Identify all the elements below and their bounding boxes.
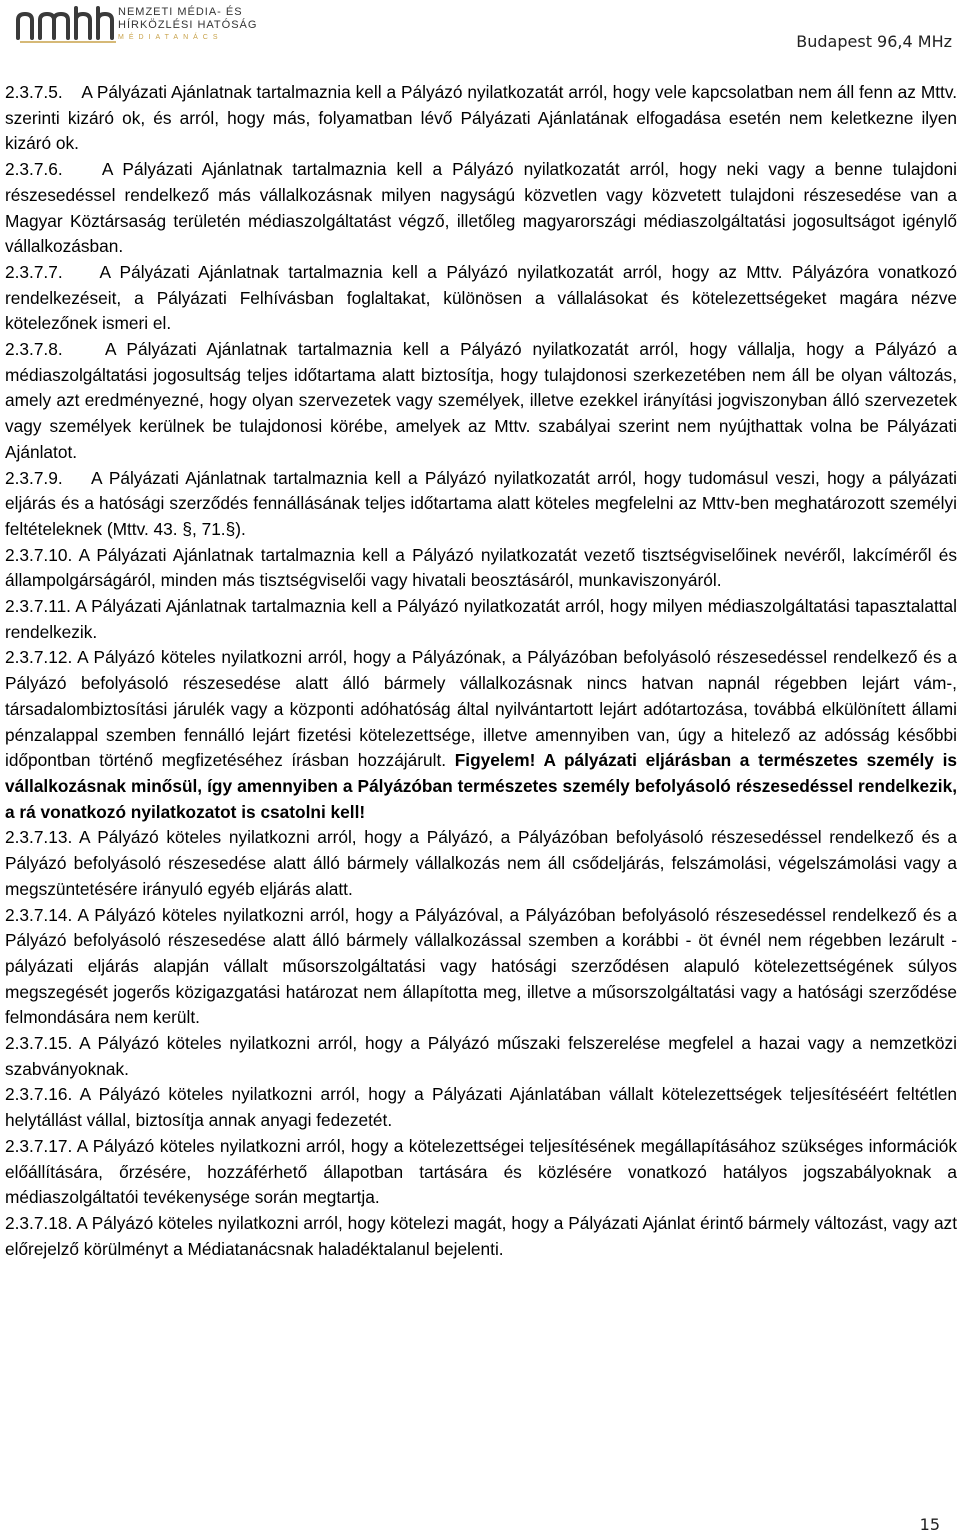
- logo-line2: HÍRKÖZLÉSI HATÓSÁG: [118, 19, 258, 31]
- paragraph: [5, 594, 957, 645]
- paragraph-text: A Pályázó köteles nyilatkozni arról, hogy a Pályázónak, a Pályázóban befolyásoló részesedéssel rendelkező és a Pályázó befolyásoló részesedése alatt álló bármely vállalkozásnak nincs hatvan napnál régebben lejárt vám-, társadalombiztosítási járulék vagy a központi adóhatóság által nyilvántartott lejárt adótartozása, továbbá elkülönített állami pénzalappal szemben fennálló lejárt fizetési kötelezettsége, illetve amennyiben van, úgy a hitelező az adósság későbbi időpontban történő megfizetéséhez írásban hozzájárult.: [5, 647, 957, 771]
- paragraph: [5, 825, 957, 902]
- paragraph-number: 2.3.7.5.: [5, 82, 63, 102]
- paragraph-text: A Pályázó köteles nyilatkozni arról, hogy a Pályázóval, a Pályázóban befolyásoló részesedéssel rendelkező és a Pályázó befolyásoló részesedése alatt álló bármely vállalkozással szemben a korábbi - öt évnél nem régebben lezárult - pályázati eljárás alapján vállalt műsorszolgáltatási vagy hatósági szerződésen alapuló kötelezettségének súlyos megszegését jogerős közigazgatási határozat nem állapította meg, illetve a műsorszolgáltatási vagy a hatósági szerződése felmondására nem került.: [5, 904, 957, 1028]
- paragraph-text: A Pályázati Ajánlatnak tartalmaznia kell a Pályázó nyilatkozatát vezető tisztségviselőinek nevéről, lakcíméről és állampolgárságáról, minden más tisztségviselői vagy hivatali beosztásáról, munkaviszonyáról.: [5, 544, 957, 591]
- paragraph-text: A Pályázati Ajánlatnak tartalmaznia kell a Pályázó nyilatkozatát arról, hogy tudomásul veszi, hogy a pályázati eljárás és a hatósági szerződés fennállásának teljes időtartama alatt köteles megfelelni az Mttv-ben meghatározott személyi feltételeknek (Mttv. 43. §, 71.§).: [5, 467, 957, 539]
- paragraph-number: 2.3.7.17.: [5, 1135, 73, 1156]
- paragraph-text: A Pályázó köteles nyilatkozni arról, hogy a kötelezettségei teljesítésének megállapításához szükséges információk előállítására, őrzésére, hozzáférhető állapotban tartására és közlésére vonatkozó hatályos jogszabályoknak a médiaszolgáltatói tevékenysége során megtartja.: [5, 1135, 957, 1208]
- paragraph-number: 2.3.7.15.: [5, 1033, 73, 1054]
- paragraph: [5, 1031, 957, 1082]
- paragraph-number: 2.3.7.12.: [5, 647, 73, 668]
- paragraph-text: A Pályázó köteles nyilatkozni arról, hogy a Pályázó, a Pályázóban befolyásoló részesedéssel rendelkező és a Pályázó befolyásoló részesedése alatt álló bármely vállalkozás nem áll csődeljárás, felszámolási, végelszámolási vagy a megszüntetésére irányuló egyéb eljárás alatt.: [5, 827, 957, 899]
- station-frequency: Budapest 96,4 MHz: [796, 32, 952, 51]
- logo-line1: NEMZETI MÉDIA- ÉS: [118, 6, 243, 18]
- paragraph-text: A Pályázati Ajánlatnak tartalmaznia kell a Pályázó nyilatkozatát arról, hogy vele kapcsolatban nem áll fenn az Mttv. szerinti kizáró ok, és arról, hogy más, folyamatban lévő Pályázati Ajánlatának elfogadása esetén nem keletkezne ilyen kizáró ok.: [5, 82, 957, 154]
- paragraph-number: 2.3.7.13.: [5, 827, 73, 848]
- paragraph-text: A Pályázati Ajánlatnak tartalmaznia kell a Pályázó nyilatkozatát arról, hogy vállalja, hogy a Pályázó a médiaszolgáltatási jogosultság teljes időtartama alatt biztosítja, hogy tulajdonosi szerkezetében nem áll be olyan változás, amely azt eredményezné, hogy olyan szervezetek vagy személyek, illetve ezekkel irányítási jogviszonyban álló szervezetek vagy személyek kerülnek be tulajdonosi körébe, amelyek az Mttv. szabályai szerint nem nyújthattak volna be Pályázati Ajánlatot.: [5, 339, 957, 462]
- paragraph: [5, 337, 957, 466]
- warning-note: Figyelem! A pályázati eljárásban a természetes személy is vállalkozásnak minősül, így amennyiben a Pályázóban természetes személy befolyásoló részesedéssel rendelkezik, a rá vonatkozó nyilatkozatot is csatolni kell!: [5, 750, 957, 822]
- paragraph-text: A Pályázó köteles nyilatkozni arról, hogy a Pályázó műszaki felszerelése megfelel a hazai vagy a nemzetközi szabványoknak.: [5, 1033, 957, 1079]
- paragraph-number: 2.3.7.14.: [5, 904, 73, 925]
- page-number: 15: [919, 1515, 940, 1534]
- paragraph-number: 2.3.7.6.: [5, 159, 63, 180]
- paragraph: [5, 645, 957, 825]
- paragraph: [5, 903, 957, 1032]
- paragraph: [5, 1134, 957, 1211]
- paragraph: [5, 260, 957, 337]
- paragraph-text: A Pályázati Ajánlatnak tartalmaznia kell a Pályázó nyilatkozatát arról, hogy neki vagy a benne tulajdoni részesedéssel rendelkező más vállalkozásnak milyen nagyságú közvetlen vagy közvetett tulajdoni részesedése van a Magyar Köztársaság területén médiaszolgáltatást végző, illetőleg magyarországi médiaszolgáltatási jogosultságot igénylő vállalkozásban.: [5, 159, 957, 257]
- paragraph: [5, 1211, 957, 1262]
- paragraph-number: 2.3.7.11.: [5, 596, 71, 617]
- paragraph-number: 2.3.7.18.: [5, 1212, 73, 1233]
- paragraph: [5, 543, 957, 594]
- paragraph-number: 2.3.7.8.: [5, 339, 63, 360]
- page-header: [0, 0, 960, 70]
- paragraph-number: 2.3.7.10.: [5, 544, 73, 565]
- paragraph-text: A Pályázati Ajánlatnak tartalmaznia kell a Pályázó nyilatkozatát arról, hogy az Mttv. Pályázóra vonatkozó rendelkezéseit, a Pályázati Felhívásban foglaltakat, különösen a vállalásokat és kötelezettségeket magára nézve kötelezőnek ismeri el.: [5, 261, 957, 334]
- paragraph: [5, 80, 957, 157]
- paragraph-text: A Pályázó köteles nyilatkozni arról, hogy a Pályázati Ajánlatában vállalt kötelezettségek teljesítéséért feltétlen helytállást vállal, biztosítja annak anyagi fedezetét.: [5, 1084, 958, 1131]
- paragraph-number: 2.3.7.9.: [5, 467, 63, 488]
- logo-subtitle: MÉDIATANÁCS: [118, 34, 223, 41]
- paragraph-number: 2.3.7.16.: [5, 1084, 73, 1105]
- logo-text: [118, 6, 257, 32]
- paragraph-text: A Pályázati Ajánlatnak tartalmaznia kell a Pályázó nyilatkozatát arról, hogy milyen médiaszolgáltatási tapasztalattal rendelkezik.: [5, 596, 957, 642]
- document-body: [5, 80, 957, 1262]
- paragraph: [5, 157, 957, 260]
- paragraph-number: 2.3.7.7.: [5, 261, 63, 282]
- paragraph: [5, 466, 957, 543]
- paragraph: [5, 1082, 957, 1133]
- paragraph-text: A Pályázó köteles nyilatkozni arról, hogy kötelezi magát, hogy a Pályázati Ajánlat érintő bármely változást, vagy azt előrejelző körülményt a Médiatanácsnak haladéktalanul bejelenti.: [5, 1212, 957, 1259]
